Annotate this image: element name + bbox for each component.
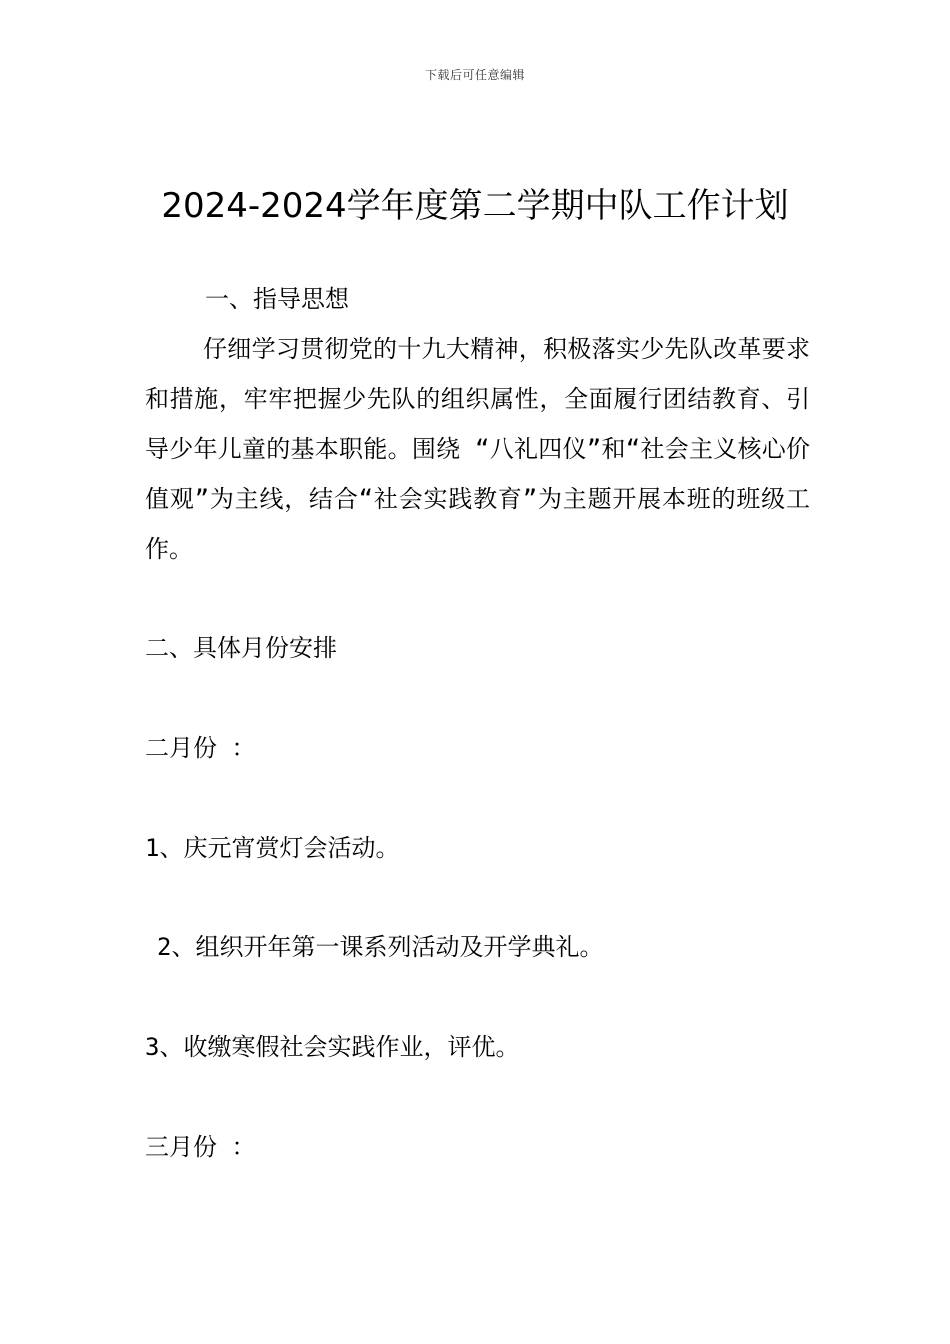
guiding-paragraph: 仔细学习贯彻党的十九大精神，积极落实少先队改革要求和措施，牢牢把握少先队的组织属性，全面履行团结教育、引导少年儿童的基本职能。围绕 “八礼四仪”和“社会主义核心价值观”为主线，结合“社会实践教育”为主题开展本班的班级工作。	[145, 335, 810, 563]
month-label-march: 三月份 ：	[145, 1133, 256, 1161]
list-item: 1、庆元宵赏灯会活动。	[145, 834, 400, 862]
list-item: 2、组织开年第一课系列活动及开学典礼。	[157, 933, 604, 961]
list-item: 3、收缴寒假社会实践作业，评优。	[145, 1033, 520, 1061]
section-heading-monthly: 二、具体月份安排	[145, 634, 337, 662]
section-heading-guiding: 一、指导思想	[205, 285, 349, 313]
month-label-february: 二月份 ：	[145, 734, 256, 762]
download-note: 下载后可任意编辑	[424, 68, 525, 82]
document-title: 2024-2024学年度第二学期中队工作计划	[161, 186, 789, 226]
